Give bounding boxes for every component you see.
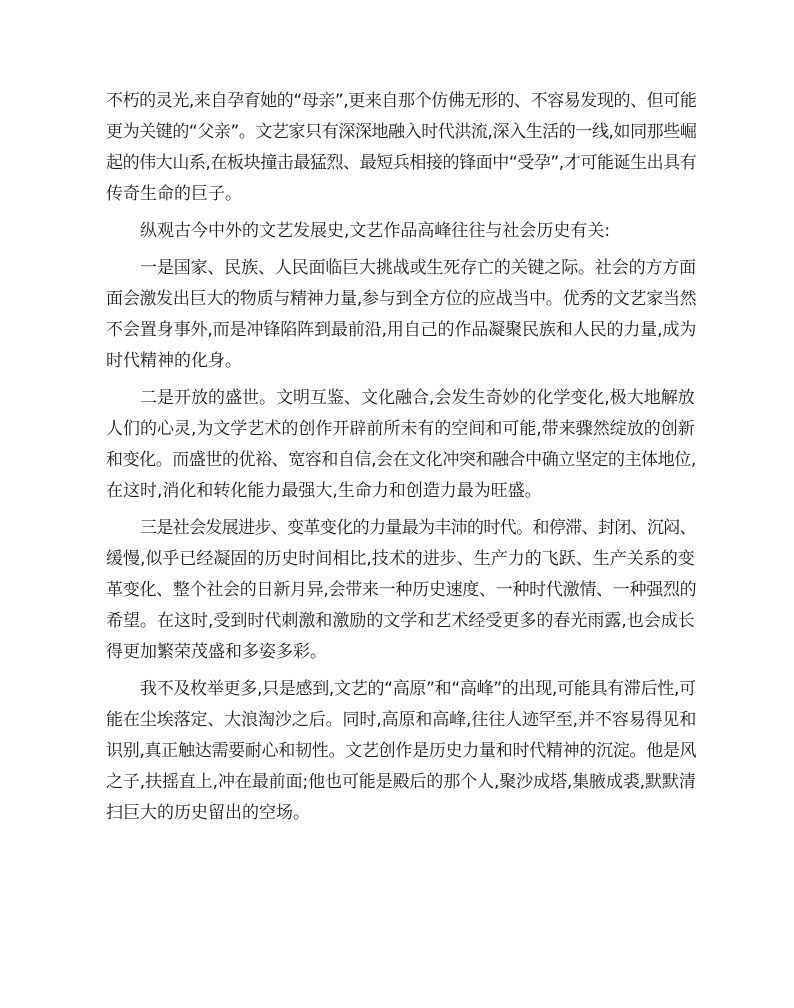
text-line: 不会置身事外,而是冲锋陷阵到最前沿,用自己的作品凝聚民族和人民的力量,成为 [106, 320, 697, 340]
text-line: 扫巨大的历史留出的空场。 [106, 803, 310, 823]
text-line: 不朽的灵光,来自孕育她的“母亲”,更来自那个仿佛无形的、不容易发现的、但可能 [106, 91, 697, 111]
text-line: 之子,扶摇直上,冲在最前面;他也可能是殿后的那个人,聚沙成塔,集腋成裘,默默清 [106, 772, 696, 792]
paragraph [106, 513, 696, 668]
text-line: 传奇生命的巨子。 [106, 184, 242, 204]
text-line: 人们的心灵,为文学艺术的创作开辟前所未有的空间和可能,带来骤然绽放的创新 [106, 419, 695, 439]
paragraph [106, 674, 696, 829]
paragraph [106, 383, 696, 507]
text-line: 能在尘埃落定、大浪淘沙之后。同时,高原和高峰,往往人迹罕至,并不容易得见和 [106, 710, 697, 730]
text-line: 革变化、整个社会的日新月异,会带来一种历史速度、一种时代激情、一种强烈的 [106, 580, 697, 600]
text-line: 时代精神的化身。 [106, 351, 242, 371]
text-line: 缓慢,似乎已经凝固的历史时间相比,技术的进步、生产力的飞跃、生产关系的变 [106, 549, 695, 569]
text-line: 更为关键的“父亲”。文艺家只有深深地融入时代洪流,深入生活的一线,如同那些崛 [106, 122, 697, 142]
text-line: 三是社会发展进步、变革变化的力量最为丰沛的时代。和停滞、封闭、沉闷、 [140, 518, 696, 538]
text-line: 在这时,消化和转化能力最强大,生命力和创造力最为旺盛。 [106, 481, 542, 501]
text-line: 识别,真正触达需要耐心和韧性。文艺创作是历史力量和时代精神的沉淀。他是风 [106, 741, 697, 761]
text-line: 希望。在这时,受到时代刺激和激励的文学和艺术经受更多的春光雨露,也会成长 [106, 611, 695, 631]
text-line: 面会激发出巨大的物质与精神力量,参与到全方位的应战当中。优秀的文艺家当然 [106, 289, 697, 309]
paragraph [106, 253, 696, 377]
text-line: 得更加繁荣茂盛和多姿多彩。 [106, 642, 327, 662]
paragraph [106, 86, 696, 210]
text-line: 二是开放的盛世。文明互鉴、文化融合,会发生奇妙的化学变化,极大地解放 [140, 388, 695, 408]
article-body [106, 86, 696, 835]
paragraph [106, 216, 696, 247]
text-line: 一是国家、民族、人民面临巨大挑战或生死存亡的关键之际。社会的方方面 [140, 258, 696, 278]
text-line: 起的伟大山系,在板块撞击最猛烈、最短兵相接的锋面中“受孕”,才可能诞生出具有 [106, 153, 697, 173]
text-line: 我不及枚举更多,只是感到,文艺的“高原”和“高峰”的出现,可能具有滞后性,可 [140, 679, 696, 699]
text-line: 纵观古今中外的文艺发展史,文艺作品高峰往往与社会历史有关: [140, 221, 611, 241]
text-line: 和变化。而盛世的优裕、宽容和自信,会在文化冲突和融合中确立坚定的主体地位, [106, 450, 696, 470]
